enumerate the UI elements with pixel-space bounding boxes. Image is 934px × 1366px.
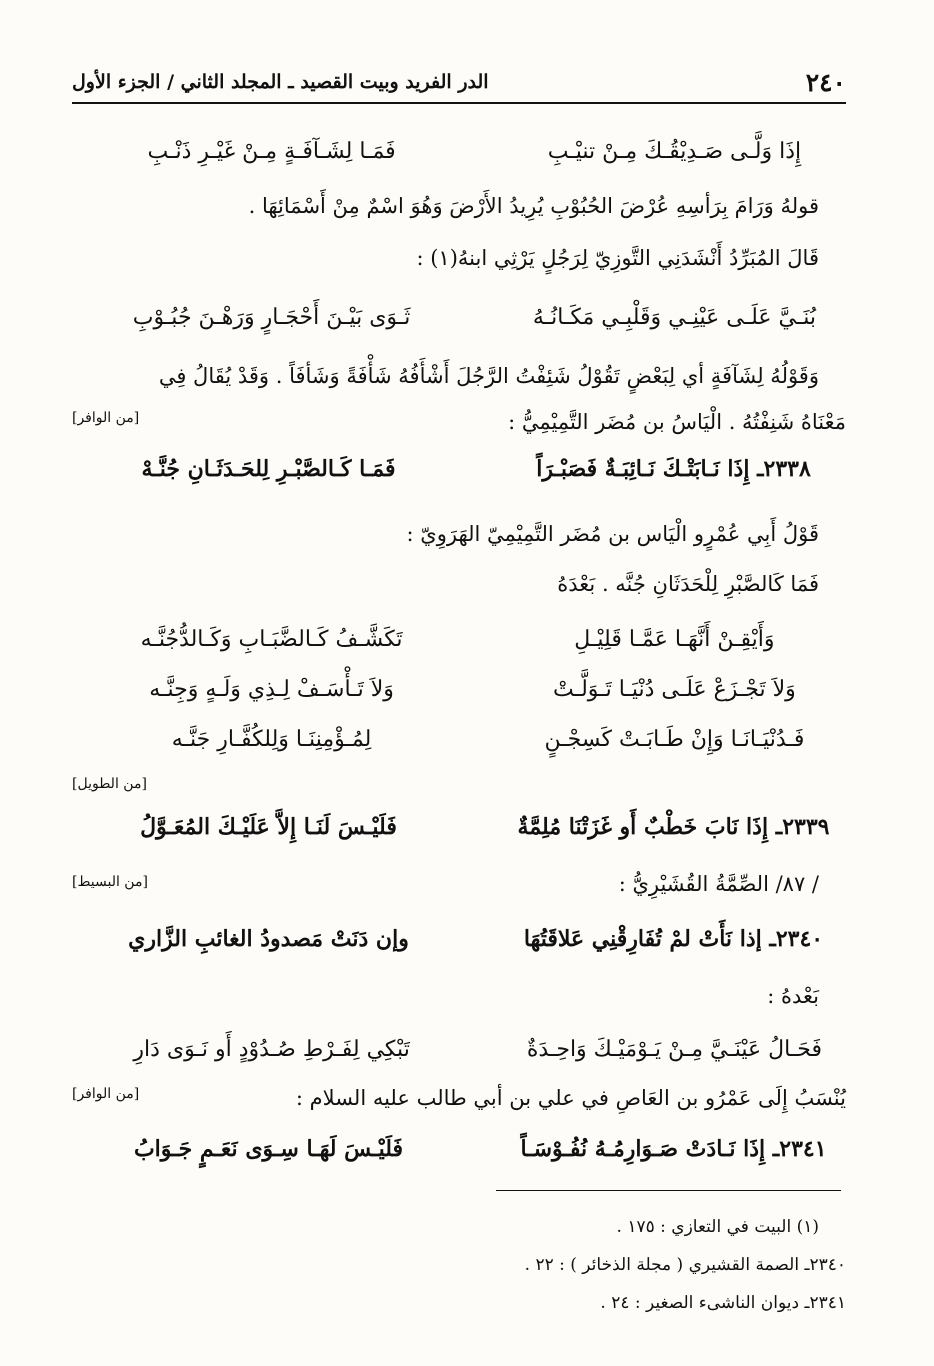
verse-hemistich-right: فَحَـالُ عَيْنَـيَّ مِـنْ يَـوْمَيْـكَ وَاحِـدَةٌ	[526, 1036, 823, 1062]
footnote: ٢٣٤٠ـ الصمة القشيري ( مجلة الذخائر ) : ٢٢ .	[524, 1255, 846, 1275]
verse-hemistich-left: فَمَـا لِشَـآفَـةٍ مِـنْ غَيْـرِ ذَنْـبِ	[147, 138, 396, 164]
verse-hemistich-left: تَبْكِي لِفَـرْطِ صُـدُوْدٍ أَو نَـوَى دَارِ	[133, 1036, 410, 1062]
page-number: ٢٤٠	[805, 67, 846, 97]
verse-hemistich-right: إِذَا وَلَّـى صَـدِيْقُـكَ مِـنْ تنيْـبِ	[547, 138, 802, 164]
prose-line	[72, 398, 846, 448]
prose-line: وَقَوْلُهُ لِشَآفَةٍ أي لِبَعْضٍ تَقُوْلُ شَئِفْتُ الرَّجُلَ أَشْأَفُهُ شَأْفَةً وَشَأفَاً . وَقَدْ يُقَالُ فِي	[158, 364, 819, 389]
footnote-separator	[496, 1190, 841, 1191]
meter-label: [من البسيط]	[72, 874, 148, 890]
prose-line: يُنْسَبُ إِلَى عَمْرُو بن العَاصِ في علي بن أبي طالب عليه السلام :	[295, 1086, 846, 1111]
meter-label: [من الوافر]	[72, 410, 140, 426]
verse-hemistich-right: ٢٣٤٠ـ إذا نَأَتْ لمْ تُفَارِقْنِي عَلاقَتُهَا	[523, 926, 824, 952]
prose-line: قولهُ وَرَامَ بِرَأسِهِ عُرْضَ الحُبُوْبِ يُرِيدُ الأَرْضَ وَهُوَ اسْمٌ مِنْ أَسْمَائِهَا .	[248, 194, 819, 219]
verse-hemistich-left: لِمُـؤْمِنِنَـا وَلِلكُفَّـارِ جَنَّـه	[171, 726, 372, 752]
verse-hemistich-left: وَلاَ تَـأْسَـفْ لِـذِي وَلَـهٍ وَجِنَّـه	[149, 676, 394, 702]
verse-hemistich-right: ٢٣٣٨ـ إِذَا نَـابَتْـكَ نَـائِبَـةٌ فَصَبْـرَاً	[536, 456, 811, 482]
verse-hemistich-right: وَأَيْقِـنْ أَنَّهَـا عَمَّـا قَلِيْـلِ	[574, 626, 775, 652]
verse-line-numbered	[96, 914, 846, 964]
verse-line-numbered	[96, 1124, 846, 1174]
verse-hemistich-right: ٢٣٣٩ـ إِذَا نَابَ خَطْبٌ أَو غَزَتْنَا مُلِمَّةٌ	[517, 814, 830, 840]
prose-line: / ٨٧/ الصِّمَّةُ القُشَيْرِيُّ :	[618, 872, 819, 897]
prose-line: فَمَا كَالصَّبْرِ لِلْحَدَثَانِ جُنَّه . بَعْدَهُ	[557, 572, 819, 597]
running-header	[72, 62, 846, 104]
verse-hemistich-left: فَلَيْـسَ لَنَـا إِلاَّ عَلَيْـكَ المُعَـوَّلُ	[140, 814, 397, 840]
running-title: الدر الفريد وبيت القصيد ـ المجلد الثاني / الجزء الأول	[72, 71, 489, 93]
verse-line	[100, 1024, 846, 1074]
footnote: ٢٣٤١ـ ديوان الناشىء الصغير : ٢٤ .	[600, 1293, 846, 1313]
prose-line: بَعْدهُ :	[767, 984, 819, 1009]
verse-line	[100, 292, 846, 342]
verse-line	[100, 664, 846, 714]
verse-hemistich-left: تَكَشَّـفُ كَـالضَّبَـابِ وَكَـالدُّجُنَّـه	[140, 626, 403, 652]
footnote: (١) البيت في التعازي : ١٧٥ .	[616, 1217, 819, 1237]
verse-hemistich-right: فَـدُنْيَـانَـا وَإِنْ طَـابَـتْ كَسِجْـنٍ	[544, 726, 805, 752]
verse-hemistich-right: ٢٣٤١ـ إِذَا نَـادَتْ صَـوَارِمُـهُ نُفُـوْسَـاً	[520, 1136, 827, 1162]
verse-line-numbered	[96, 444, 846, 494]
prose-line: قَوْلُ أَبِي عُمْرٍو الْيَاس بن مُضَر التَّمِيْمِيّ الهَرَوِيّ :	[406, 522, 819, 547]
verse-hemistich-right: بُنَـيَّ عَلَـى عَيْنِـي وَقَلْبِـي مَكَـانُـهُ	[532, 304, 817, 330]
prose-text: مَعْنَاهُ شَنِفْتُهُ . الْيَاسُ بن مُضَر التَّمِيْمِيُّ :	[508, 410, 846, 435]
verse-line	[100, 614, 846, 664]
prose-line: قَالَ المُبَرِّدُ أَنْشَدَنِي التَّوزِيّ لِرَجُلٍ يَرْثِي ابنهُ(١) :	[416, 246, 819, 271]
verse-hemistich-right: وَلاَ تَجْـزَعْ عَلَـى دُنْيَـا تَـوَلَّـتْ	[553, 676, 796, 702]
verse-hemistich-left: فَلَيْـسَ لَهَـا سِـوَى نَعَـمٍ جَـوَابُ	[133, 1136, 404, 1162]
meter-label: [من الطويل]	[72, 776, 147, 792]
meter-label: [من الوافر]	[72, 1086, 140, 1102]
verse-line-numbered	[96, 802, 846, 852]
verse-line	[100, 126, 846, 176]
verse-hemistich-left: ثَـوَى بَيْـنَ أَحْجَـارٍ وَرَهْـنَ جُبُـوْبِ	[132, 304, 411, 330]
verse-hemistich-left: فَمَـا كَـالصَّبْـرِ لِلحَـدَثَـانِ جُنَّـهْ	[141, 456, 396, 482]
verse-line	[100, 714, 846, 764]
verse-hemistich-left: وإن دَنَتْ مَصدودُ الغائبِ الزَّاري	[128, 926, 409, 952]
